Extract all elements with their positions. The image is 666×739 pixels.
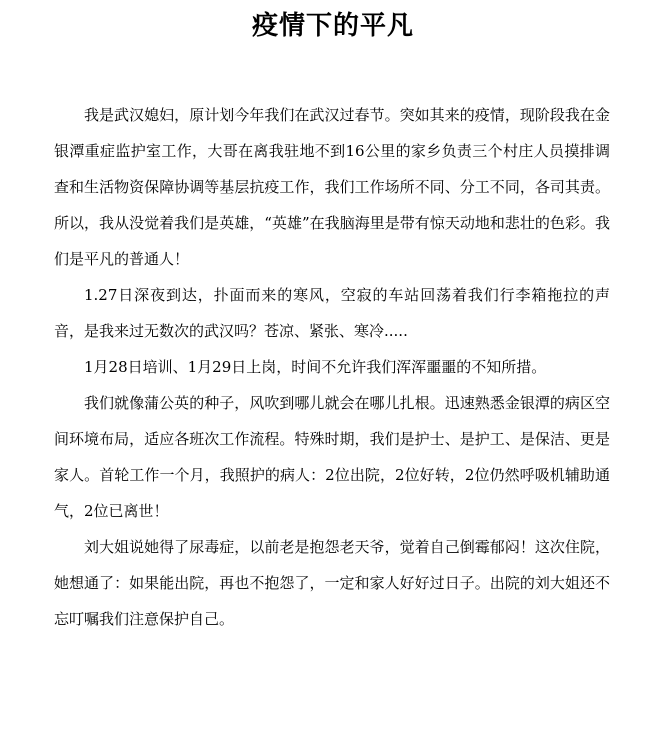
document-title: 疫情下的平凡 [251, 11, 414, 41]
paragraph: 刘大姐说她得了尿毒症，以前老是抱怨老天爷，觉着自己倒霉郁闷！这次住院，她想通了：如果能出院，再也不抱怨了，一定和家人好好过日子。出院的刘大姐还不忘叮嘱我们注意保护自己。 [54, 538, 610, 628]
paragraph: 1月28日培训、1月29日上岗，时间不允许我们浑浑噩噩的不知所措。 [84, 358, 547, 376]
document-body [54, 97, 610, 637]
paragraph: 1.27日深夜到达，扑面而来的寒风，空寂的车站回荡着我们行李箱拖拉的声音，是我来过无数次的武汉吗？苍凉、紧张、寒冷..... [54, 286, 610, 340]
paragraph: 我们就像蒲公英的种子，风吹到哪儿就会在哪儿扎根。迅速熟悉金银潭的病区空间环境布局，适应各班次工作流程。特殊时期，我们是护士、是护工、是保洁、更是家人。首轮工作一个月，我照护的病人：2位出院，2位好转，2位仍然呼吸机辅助通气，2位已离世！ [54, 394, 610, 520]
paragraph: 我是武汉媳妇，原计划今年我们在武汉过春节。突如其来的疫情，现阶段我在金银潭重症监护室工作，大哥在离我驻地不到16公里的家乡负责三个村庄人员摸排调查和生活物资保障协调等基层抗疫工作，我们工作场所不同、分工不同，各司其责。所以，我从没觉着我们是英雄，“英雄”在我脑海里是带有惊天动地和悲壮的色彩。我们是平凡的普通人！ [54, 106, 610, 268]
